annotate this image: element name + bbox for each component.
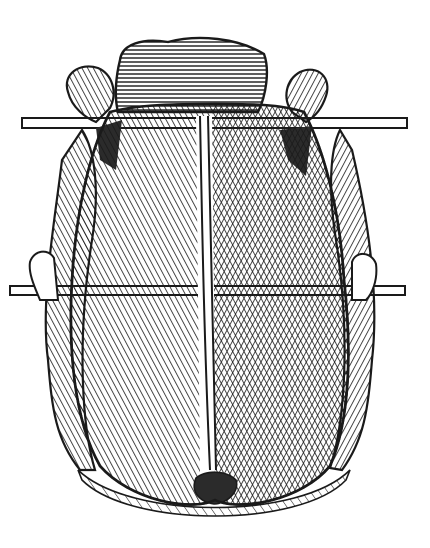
neck-flap: [116, 38, 267, 112]
left-wing-tip: [67, 66, 114, 122]
breast-right-half: [212, 104, 348, 504]
